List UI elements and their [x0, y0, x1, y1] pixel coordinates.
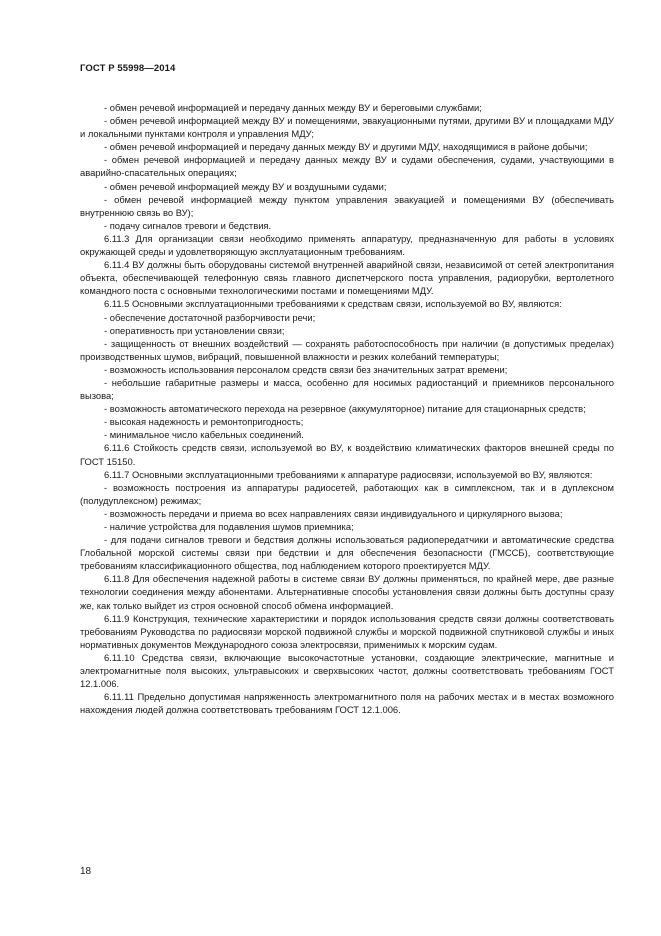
- paragraph: - оперативность при установлении связи;: [104, 324, 285, 336]
- paragraph: - минимальное число кабельных соединений.: [104, 429, 304, 441]
- paragraph: - наличие устройства для подавления шумов приемника;: [104, 521, 354, 532]
- paragraph: - обеспечение достаточной разборчивости речи;: [104, 311, 316, 323]
- page-number: 18: [80, 866, 92, 877]
- paragraph: - возможность использования персоналом средств связи без значительных затрат времени;: [104, 363, 508, 375]
- paragraph: - защищенность от внешних воздействий — сохранять работоспособность при наличии (в допустимых пределах) производственных шумов, вибраций, повышенной влажности и резких колебаний температуры;: [80, 337, 614, 362]
- paragraph: - возможность построения из аппаратуры радиосетей, работающих как в симплексном, так и в дуплексном (полудуплексном) режимах;: [80, 481, 614, 506]
- document-header: ГОСТ Р 55998—2014: [80, 63, 176, 74]
- paragraph: - обмен речевой информацией между пунктом управления эвакуацией и помещениями ВУ (обеспечивать внутреннюю связь во ВУ);: [80, 193, 614, 218]
- paragraph: - обмен речевой информацией между ВУ и воздушными судами;: [104, 180, 387, 192]
- clause-6-11-10: 6.11.10 Средства связи, включающие высокочастотные установки, создающие электрические, магнитные и электромагнитные поля высоких, ультравысоких и сверхвысоких частот, должны соответствовать требованиям ГОСТ 12.1.006.: [80, 651, 614, 690]
- paragraph: - высокая надежность и ремонтопригодность;: [104, 416, 304, 428]
- clause-6-11-5: 6.11.5 Основными эксплуатационными требованиями к средствам связи, используемой во ВУ, являются:: [104, 298, 562, 310]
- clause-6-11-3: 6.11.3 Для организации связи необходимо применять аппаратуру, предназначенную для работы в условиях окружающей среды и удовлетворяющую эксплуатационным требованиям.: [80, 232, 614, 258]
- paragraph: - обмен речевой информацией и передачу данных между ВУ и судами обеспечения, судами, участвующими в аварийно-спасательных операциях;: [80, 154, 614, 179]
- clause-6-11-6: 6.11.6 Стойкость средств связи, используемой во ВУ, к воздействию климатических факторов внешней среды по ГОСТ 15150.: [80, 442, 614, 467]
- paragraph: - для подачи сигналов тревоги и бедствия должны использоваться радиопередатчики и автоматические средства Глобальной морской системы связи при бедствии и для обеспечения безопасности (ГМССБ), соответствующие требованиям классификационного общества, под наблюдением которого проектируется МДУ.: [80, 534, 614, 572]
- paragraph: - обмен речевой информацией и передачу данных между ВУ и береговыми службами;: [104, 102, 482, 113]
- paragraph: - возможность автоматического перехода на резервное (аккумуляторное) питание для стационарных средств;: [104, 403, 586, 415]
- clause-6-11-8: 6.11.8 Для обеспечения надежной работы в системе связи ВУ должны применяться, по крайней мере, две разные технологии соединения между абонентами. Альтернативные способы установления связи должны быть доступны сразу же, как только выйдет из строя основной способ обмена информацией.: [80, 573, 614, 611]
- clause-6-11-7: 6.11.7 Основными эксплуатационными требованиями к аппаратуре радиосвязи, используемой во ВУ, являются:: [104, 468, 593, 480]
- clause-6-11-11: 6.11.11 Предельно допустимая напряженность электромагнитного поля на рабочих местах и в местах возможного нахождения людей должна соответствовать требованиям ГОСТ 12.1.006.: [80, 691, 614, 716]
- paragraph: - возможность передачи и приема во всех направлениях связи индивидуального и циркулярного вызова;: [104, 507, 563, 519]
- paragraph: - подачу сигналов тревоги и бедствия.: [104, 219, 272, 231]
- paragraph: - небольшие габаритные размеры и масса, особенно для носимых радиостанций и приемников персонального вызова;: [80, 376, 614, 402]
- document-body: [80, 101, 614, 716]
- clause-6-11-9: 6.11.9 Конструкция, технические характеристики и порядок использования средств связи должны соответствовать требованиям Руководства по радиосвязи морской подвижной службы и морской подвижной спутниковой службы и иных нормативных документов Международного союза электросвязи, применимых к морским судам.: [80, 612, 614, 650]
- paragraph: - обмен речевой информацией и передачу данных между ВУ и другими МДУ, находящимися в районе добычи;: [104, 141, 588, 153]
- clause-6-11-4: 6.11.4 ВУ должны быть оборудованы системой внутренней аварийной связи, независимой от сетей электропитания объекта, обеспечивающей телефонную связь главного диспетчерского поста управления, радиорубки, вертолетного командного поста с основными технологическими постами и помещениями МДУ.: [80, 259, 614, 297]
- paragraph: - обмен речевой информацией между ВУ и помещениями, эвакуационными путями, другими ВУ и площадками МДУ и локальными пунктами контроля и управления МДУ;: [80, 115, 614, 140]
